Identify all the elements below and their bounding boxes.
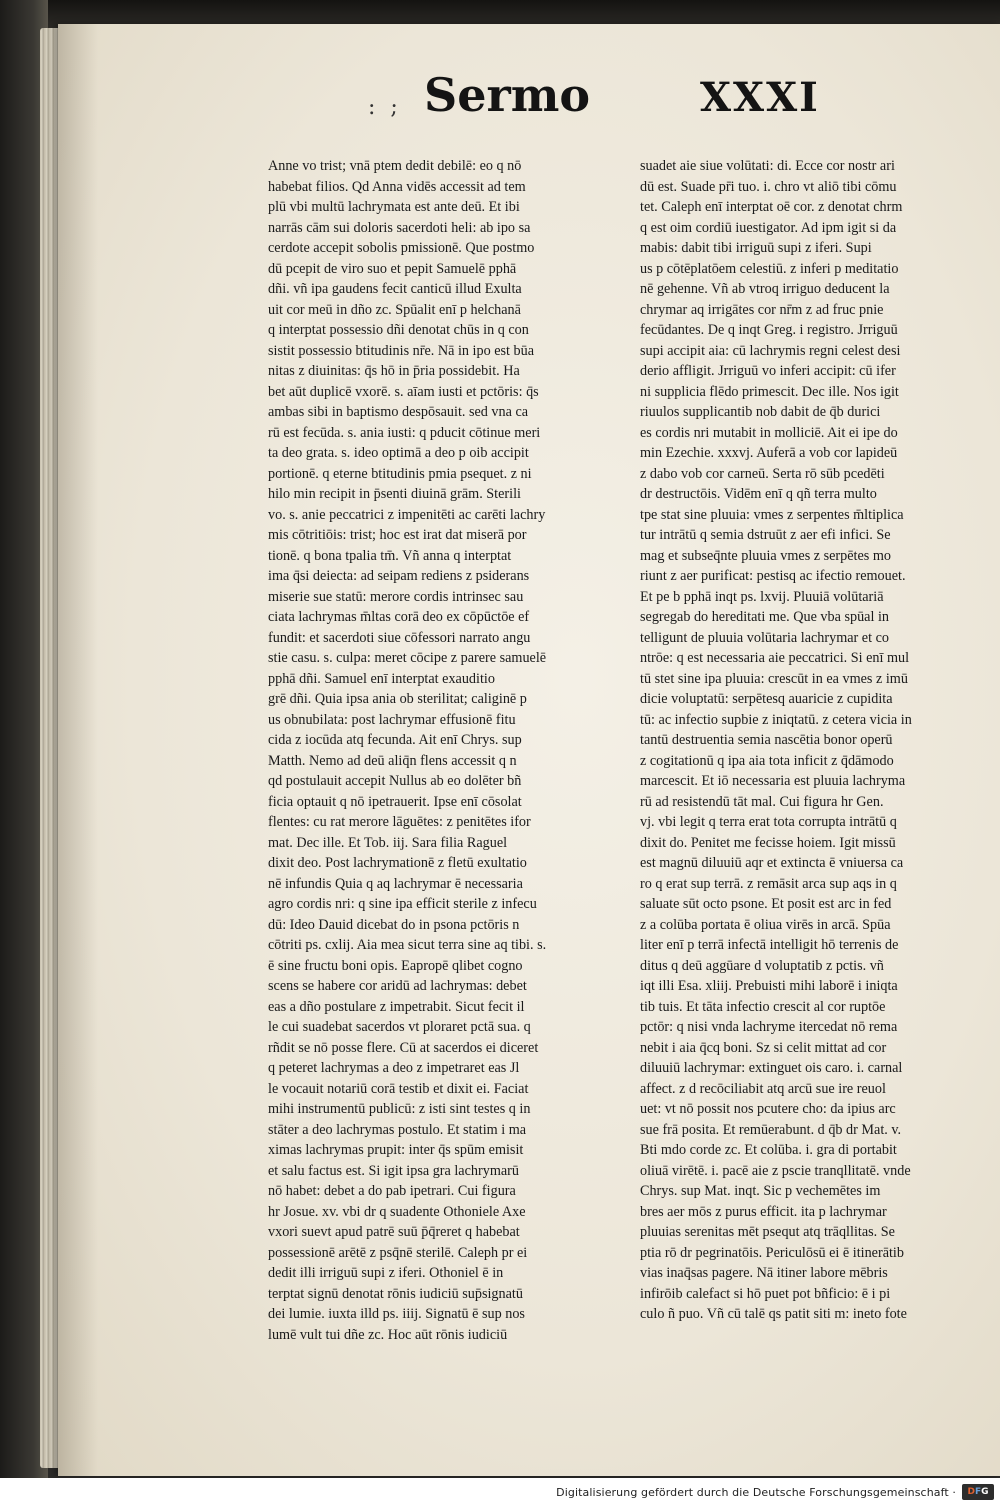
text-line: dū: Ideo Dauid dicebat do in psona pctōris n — [268, 916, 520, 933]
text-line: nebit i aia q̄cq boni. Sz si celit mittat ad cor — [640, 1039, 887, 1056]
text-line: fecūdantes. De q inqt Greg. i registro. Jrriguū — [640, 322, 898, 338]
text-line: q interptat possessio dñi denotat chūs in q con — [268, 322, 529, 338]
text-line: habebat filios. Qd Anna vidēs accessit ad tem — [268, 178, 526, 195]
text-line: uit cor meū in dño zc. Spūalit enī p helchanā — [268, 301, 521, 318]
text-line: dei lumie. iuxta illd ps. iiij. Signatū ē sup nos — [268, 1306, 525, 1322]
text-line: flentes: cu rat merore lāguētes: z penitētes ifor — [268, 814, 531, 830]
text-line: pctōr: q nisi vnda lachryme itercedat nō rema — [640, 1019, 898, 1035]
text-line: marcescit. Et iō necessaria est pluuia lachryma — [640, 773, 906, 789]
text-line: qd postulauit accepit Nullus ab eo dolēter bñ — [268, 773, 522, 789]
text-line: z cogitationū q ipa aia tota inficit z q̄dāmodo — [640, 752, 894, 769]
text-line: Et pe b pphā inqt ps. lxvij. Pluuiā volūtariā — [640, 588, 884, 605]
text-line: portionē. q eterne btitudinis pmia psequet. z ni — [268, 465, 532, 482]
funding-credit: Digitalisierung gefördert durch die Deutsche Forschungsgemeinschaft · — [556, 1486, 956, 1499]
text-line: telligunt de pluuia volūtaria lachrymar et co — [640, 629, 889, 646]
text-line: sue frā posita. Et remūerabunt. d q̄b dr Mat. v. — [640, 1121, 902, 1138]
text-line: riunt z aer purificat: pestisq ac ifectio remouet. — [640, 568, 906, 584]
text-line: le cui suadebat sacerdos vt ploraret pctā sua. q — [268, 1019, 531, 1035]
text-line: chrymar aq irrigātes cor nr̄m z ad fruc pnie — [640, 301, 884, 318]
text-line: tur intrātū q semia dstruūt z aer efi infici. Se — [640, 527, 891, 543]
text-line: pluuias serenitas mēt psequt atq trāqllitas. Se — [640, 1224, 895, 1240]
text-line: mihi instrumentū publicū: z isti sint testes q in — [268, 1101, 531, 1117]
text-line: dixit do. Penitet me fecisse hoiem. Igit missū — [640, 834, 896, 851]
text-line: liter enī p terrā infectā intelligit hō terrenis de — [640, 937, 899, 953]
text-line: ficia optauit q nō ipetrauerit. Ipse enī cōsolat — [268, 793, 522, 810]
text-line: us p cōtēplatōem celestiū. z inferi p meditatio — [640, 260, 899, 277]
text-line: ntrōe: q est necessaria aie peccatrici. Si enī mul — [640, 650, 910, 666]
text-line: cerdote accepit sobolis pmissionē. Que postmo — [268, 240, 535, 256]
text-line: stie casu. s. culpa: meret cōcipe z parere samuelē — [268, 650, 547, 666]
text-line: segregab do hereditati me. Que vba spūal in — [640, 609, 889, 625]
text-line: agro cordis nri: q sine ipa efficit sterile z infecu — [268, 896, 537, 912]
text-line: q est oim cordiū iuestigator. Ad ipm igit si da — [640, 219, 897, 236]
text-line: nē infundis Quia q aq lachrymar ē necessaria — [268, 875, 523, 892]
text-line: Bti mdo corde zc. Et colūba. i. gra di portabit — [640, 1142, 897, 1158]
text-line: cōtriti ps. cxlij. Aia mea sicut terra sine aq tibi. s. — [268, 937, 547, 953]
text-line: z dabo vob cor carneū. Serta rō sūb pcedēti — [640, 465, 885, 482]
text-line: nitas z diuinitas: q̄s hō in p̄ria possidebit. Ha — [268, 363, 520, 379]
text-line: sistit possessio btitudinis nr̄e. Nā in ipo est būa — [268, 342, 535, 359]
text-line: ima q̄si deiecta: ad seipam rediens z psiderans — [268, 568, 530, 584]
text-line: eas a dño postulare z impetrabit. Sicut fecit il — [268, 998, 525, 1015]
text-column-right — [640, 156, 992, 1325]
text-line: rū ad resistendū tāt mal. Cui figura hr Gen. — [640, 793, 884, 810]
text-line: ni supplicia flēdo primescit. Dec ille. Nos igit — [640, 383, 899, 400]
text-line: ē sine fructu boni opis. Eapropē qlibet cogno — [268, 957, 523, 974]
text-line: es cordis nri mutabit in molliciē. Ait ei ipe do — [640, 424, 898, 441]
text-line: ro q erat sup terrā. z remāsit arca sup aqs in q — [640, 875, 897, 892]
text-line: ptia rō dr pegrinatōis. Periculōsū ei ē itinerātib — [640, 1244, 904, 1261]
text-line: supi accipit aia: cū lachrymis regni celest desi — [640, 342, 901, 359]
text-line: et salu factus est. Si igit ipsa gra lachrymarū — [268, 1162, 519, 1179]
text-line: hr Josue. xv. vbi dr q suadente Othoniele Axe — [268, 1203, 526, 1220]
text-line: vxori suevt apud patrē suū p̄q̄reret q habebat — [268, 1224, 520, 1240]
text-line: saluate sūt octo psone. Et posit est arc in fed — [640, 896, 892, 912]
text-line: ditus q deū aggūare d voluptatib z pctis. vñ — [640, 957, 884, 974]
text-line: cida z iocūda atq fecunda. Ait enī Chrys. sup — [268, 732, 522, 748]
text-line: Anne vo trist; vnā ptem dedit debilē: eo q nō — [268, 158, 522, 174]
text-line: dñi. vñ ipa gaudens fecit canticū illud Exulta — [268, 281, 522, 297]
text-line: terptat signū denotat rōnis iudiciū sup̄signatū — [268, 1285, 523, 1302]
text-line: tū: ac infectio supbie z iniqtatū. z cetera vicia in — [640, 711, 912, 728]
text-line: Chrys. sup Mat. inqt. Sic p vechemētes im — [640, 1183, 881, 1199]
text-line: tantū destruentia semia nascētia bonor operū — [640, 732, 893, 748]
text-line: tū stet sine ipa pluuia: crescūt in ea vmes z imū — [640, 670, 908, 687]
text-line: dixit deo. Post lachrymationē z fletū exultatio — [268, 855, 527, 871]
text-line: dū est. Suade pr̄i tuo. i. chro vt aliō tibi cōmu — [640, 178, 897, 195]
text-line: pphā dñi. Samuel enī interptat exauditio — [268, 670, 495, 687]
text-line: dedit illi irriguū supi z iferi. Othoniel ē in — [268, 1265, 504, 1281]
text-line: suadet aie siue volūtati: di. Ecce cor nostr ari — [640, 158, 895, 174]
text-line: nō habet: debet a do pab ipetrari. Cui figura — [268, 1183, 516, 1199]
text-line: iqt illi Esa. xliij. Prebuisti mihi laborē i iniqta — [640, 978, 898, 994]
text-line: ta deo grata. s. ideo optimā a deo p oib accipit — [268, 445, 529, 461]
text-line: est magnū diluuiū aqr et extincta ē vniuersa ca — [640, 855, 904, 871]
text-line: tet. Caleph enī interptat oē cor. z denotat chrm — [640, 199, 903, 215]
text-line: fundit: et sacerdoti siue cōfessori narrato angu — [268, 629, 531, 646]
text-line: ximas lachrymas prupit: inter q̄s spūm emisit — [268, 1142, 524, 1158]
text-line: lumē vult tui dñe zc. Hoc aūt rōnis iudiciū — [268, 1326, 508, 1343]
text-line: ambas sibi in baptismo despōsauit. sed vna ca — [268, 404, 529, 420]
text-line: infirōib calefact si hō puet pot bñficio: ē i pi — [640, 1285, 891, 1302]
text-line: scens se habere cor aridū ad lachrymas: debet — [268, 978, 527, 994]
text-line: rñdit se nō posse flere. Cū at sacerdos ei diceret — [268, 1039, 539, 1056]
text-line: mat. Dec ille. Et Tob. iij. Sara filia Raguel — [268, 834, 508, 851]
text-line: vj. vbi legit q terra erat tota corrupta intrātū q — [640, 814, 897, 830]
text-line: dicie voluptatū: serpētesq auaricie z cupidita — [640, 691, 893, 707]
text-line: culo ñ puo. Vñ cū talē qs patit siti m: ineto fote — [640, 1306, 907, 1322]
text-line: z a colūba portata ē oliua virēs in arcā. Spūa — [640, 916, 891, 933]
text-line: plū vbi multū lachrymata est ante deū. Et ibi — [268, 199, 520, 215]
text-line: possessionē arētē z psq̄nē sterilē. Caleph pr ei — [268, 1244, 528, 1261]
text-line: bet aūt duplicē vxorē. s. aīam iusti et pctōris: q̄s — [268, 383, 539, 400]
text-line: vo. s. anie peccatrici z impenitēti ac carēti lachry — [268, 506, 546, 523]
text-line: grē dñi. Quia ipsa ania ob sterilitat; caliginē p — [268, 691, 527, 707]
text-line: vias inaq̄sas pagere. Nā itiner labore mēbris — [640, 1265, 888, 1281]
dfg-logo: DFG — [962, 1484, 994, 1500]
running-head-title: Sermo — [424, 68, 591, 122]
text-column-left — [268, 156, 632, 1345]
text-line: nē gehenne. Vñ ab vtroq irriguo deducent la — [640, 281, 890, 297]
text-line: Matth. Nemo ad deū aliq̄n flens accessit q n — [268, 752, 517, 769]
text-line: mis cōtritiōis: trist; hoc est irat dat miserā por — [268, 527, 527, 543]
text-line: tpe stat sine pluuia: vmes z serpentes m̄ltiplica — [640, 506, 904, 523]
header-marks: : ; — [368, 95, 402, 120]
text-line: tionē. q bona tpalia tm̄. Vñ anna q interptat — [268, 547, 512, 564]
text-line: riuulos supplicantib nob dabit de q̄b durici — [640, 404, 881, 420]
text-line: rū est fecūda. s. ania iusti: q pducit cōtinue meri — [268, 424, 541, 441]
text-line: oliuā virētē. i. pacē aie z pscie tranqllitatē. vnde — [640, 1162, 911, 1179]
text-line: hilo min recipit in p̄senti diuinā grām. Sterili — [268, 486, 521, 502]
text-line: q peteret lachrymas a deo z impetraret eas Jl — [268, 1060, 520, 1076]
text-line: ciata lachrymas m̄ltas corā deo ex cōpūctōe ef — [268, 609, 530, 625]
text-line: stāter a deo lachrymas postulo. Et statim i ma — [268, 1121, 527, 1138]
text-line: narrās cām sui doloris sacerdoti heli: ab ipo sa — [268, 219, 531, 236]
text-line: affect. z d recōciliabit atq arcū sue ire reuol — [640, 1080, 886, 1097]
running-head-folio: XXXI — [700, 74, 820, 121]
text-line: tib tuis. Et tāta infectio crescit al cor ruptōe — [640, 998, 886, 1015]
text-line: dū pcepit de viro suo et pepit Samuelē pphā — [268, 260, 517, 277]
text-line: le vocauit notariū corā testib et dixit ei. Faciat — [268, 1080, 529, 1097]
text-line: mabis: dabit tibi irriguū supi z iferi. Supi — [640, 240, 872, 256]
text-line: us obnubilata: post lachrymar effusionē fitu — [268, 711, 516, 728]
text-line: bres aer mōs z purus efficit. ita p lachrymar — [640, 1203, 887, 1220]
text-line: uet: vt nō possit nos pcutere cho: da ipius arc — [640, 1101, 896, 1117]
text-line: min Ezechie. xxxvj. Auferā a vob cor lapideū — [640, 445, 898, 461]
text-line: diluuiū lachrymar: extinguet ois caro. i. carnal — [640, 1060, 903, 1076]
text-line: miserie sue statū: merore cordis intrinsec sau — [268, 588, 524, 605]
text-line: dr destructōis. Vidēm enī q qñ terra multo — [640, 486, 877, 502]
text-line: derio affligit. Jrriguū vo inferi accipit: cū ifer — [640, 363, 896, 379]
text-line: mag et subseq̄nte pluuia vmes z serpētes mo — [640, 547, 891, 564]
